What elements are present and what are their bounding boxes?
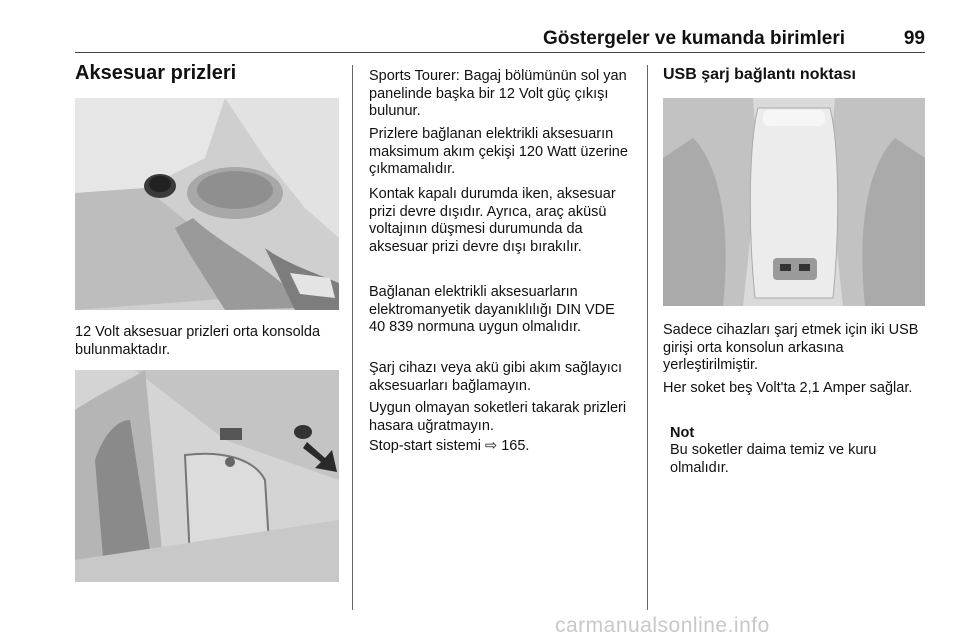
chapter-title: Göstergeler ve kumanda birimleri — [542, 28, 845, 49]
paragraph-emc: Bağlanan elektrikli aksesuarların elektromanyetik dayanıklılığı DIN VDE 40 839 normuna uygun olmalıdır. — [369, 284, 615, 335]
note-label: Not — [670, 425, 695, 441]
column-divider-right — [647, 65, 648, 610]
column-divider-left — [352, 65, 353, 610]
center-console-illustration — [75, 98, 339, 310]
cargo-compartment-socket-image — [75, 370, 339, 582]
page-reference-link[interactable]: 165. — [501, 438, 530, 454]
rear-console-usb-illustration — [663, 98, 925, 306]
page-number: 99 — [903, 28, 925, 49]
paragraph-ignition-off: Kontak kapalı durumda iken, aksesuar prizi devre dışıdır. Ayrıca, araç aküsü voltajının düşmesi durumunda da aksesuar prizi devre dışı bırakılır. — [369, 186, 616, 255]
paragraph-max-current: Prizlere bağlanan elektrikli aksesuarın maksimum akım çekişi 120 Watt üzerine çıkmamalıdır. — [369, 126, 628, 177]
paragraph-unsuitable-plugs: Uygun olmayan soketleri takarak prizleri hasara uğratmayın. — [369, 400, 627, 434]
stop-start-text: Stop-start sistemi — [369, 438, 481, 454]
header-divider — [75, 52, 925, 53]
center-console-socket-image — [75, 98, 339, 310]
paragraph-usb-output: Her soket beş Volt'ta 2,1 Amper sağlar. — [663, 380, 913, 396]
paragraph-usb-location: Sadece cihazları şarj etmek için iki USB girişi orta konsolun arkasına yerleştirilmiştir. — [663, 322, 919, 373]
paragraph-no-chargers: Şarj cihazı veya akü gibi akım sağlayıcı aksesuarları bağlamayın. — [369, 360, 623, 394]
paragraph-sports-tourer: Sports Tourer: Bagaj bölümünün sol yan panelinde başka bir 12 Volt güç çıkışı bulunur. — [369, 68, 627, 119]
note-text: Bu soketler daima temiz ve kuru olmalıdır. — [670, 442, 877, 476]
paragraph-stop-start-reference — [369, 438, 631, 456]
usb-ports-image — [663, 98, 925, 306]
page-header — [75, 28, 925, 52]
site-watermark: carmanualsonline.info — [555, 614, 770, 637]
section-heading-usb-charging: USB şarj bağlantı noktası — [663, 66, 856, 83]
caption-center-console: 12 Volt aksesuar prizleri orta konsolda bulunmaktadır. — [75, 324, 321, 358]
cargo-compartment-illustration — [75, 370, 339, 582]
page-reference-arrow-icon: ⇨ — [485, 438, 498, 454]
section-heading-accessory-sockets: Aksesuar prizleri — [75, 62, 237, 84]
